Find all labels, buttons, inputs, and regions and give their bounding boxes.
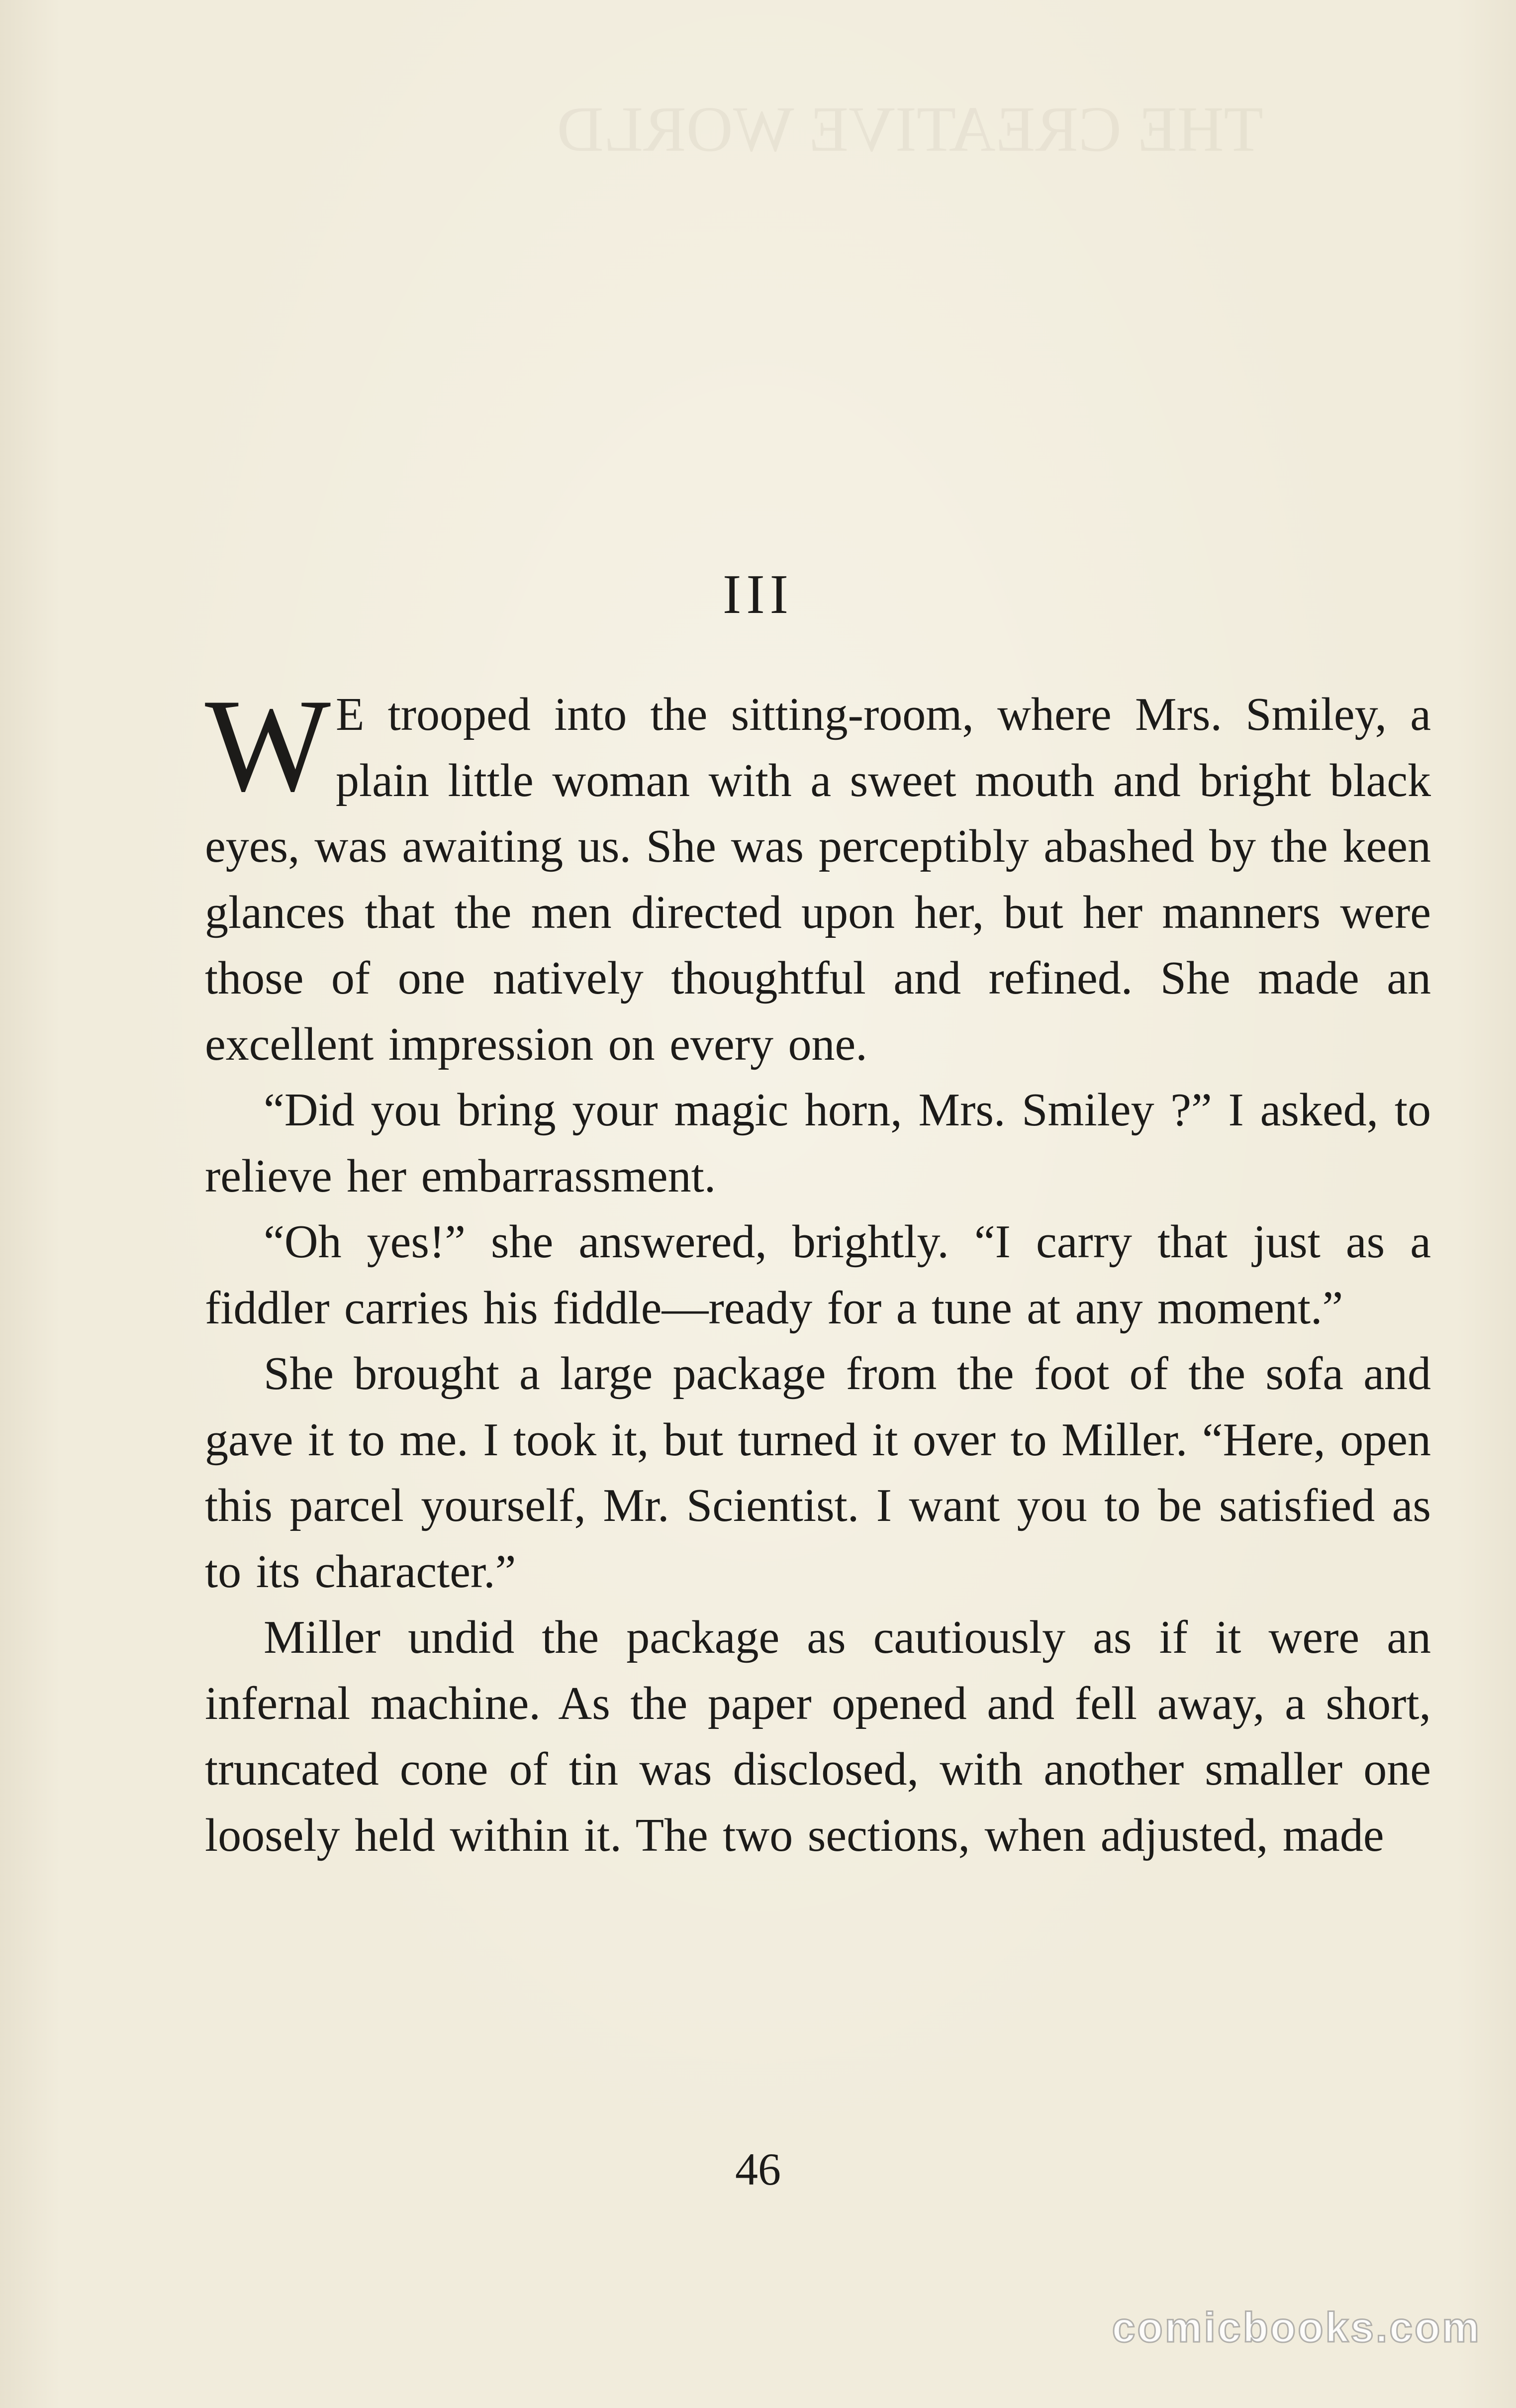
paragraph-1 xyxy=(205,671,1431,1077)
chapter-heading: III xyxy=(723,564,793,625)
drop-cap-lead: E xyxy=(335,689,365,740)
paragraph-1-text: trooped into the sitting-room, where Mrs. Smiley, a plain little woman with a sweet mouth and bright black eyes, was awaiting us. She was perceptibly abashed by the keen glances that the men directed upon her, but her manners were those of one natively thoughtful and refined. She made an excellent impression on every one. xyxy=(205,689,1431,1070)
page-number: 46 xyxy=(735,2144,781,2195)
drop-cap: W xyxy=(205,671,331,819)
show-through-text: THE CREATIVE WORLD xyxy=(557,94,1263,165)
paragraph-5: Miller undid the package as cautiously as if it were an infernal machine. As the paper opened and fell away, a short, truncated cone of tin was disclosed, with another smaller one loosely held within it. The two sections, when adjusted, made xyxy=(205,1611,1431,1861)
paragraph-4: She brought a large package from the foot of the sofa and gave it to me. I took it, but turned it over to Miller. “Here, open this parcel yourself, Mr. Scientist. I want you to be satisfied as to its character.” xyxy=(205,1348,1431,1598)
body-text xyxy=(205,671,1431,1868)
paragraph-3: “Oh yes!” she answered, brightly. “I carry that just as a fiddler carries his fiddle—ready for a tune at any moment.” xyxy=(205,1216,1431,1334)
paragraph-2: “Did you bring your magic horn, Mrs. Smiley ?” I asked, to relieve her embarrassment. xyxy=(205,1084,1431,1202)
watermark-text: comicbooks.com xyxy=(1112,2304,1481,2351)
